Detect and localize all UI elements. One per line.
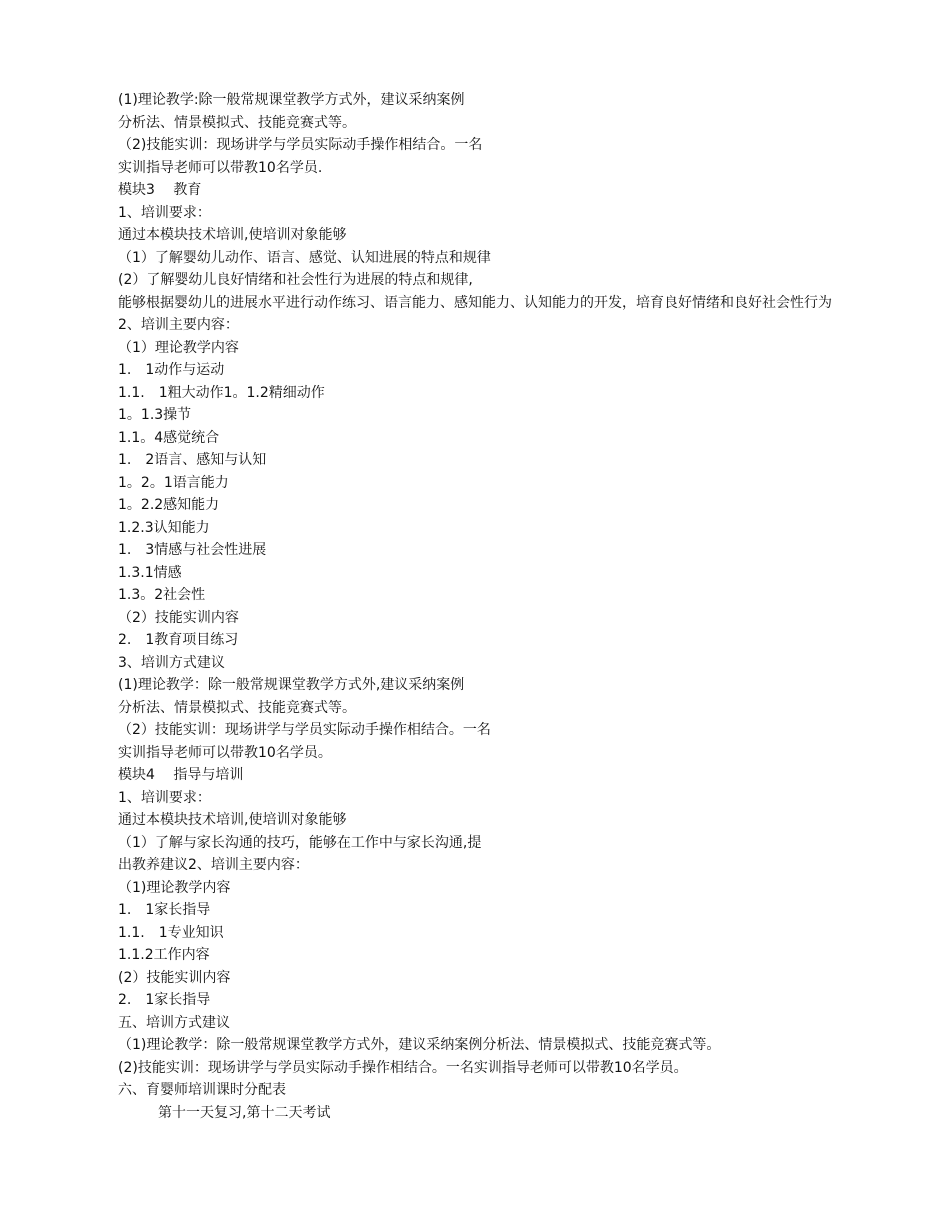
text-line: （1）了解婴幼儿动作、语言、感觉、认知进展的特点和规律 xyxy=(118,249,491,266)
text-line: (2）了解婴幼儿良好情绪和社会性行为进展的特点和规律, xyxy=(118,272,473,288)
text-line: 1.3。2社会性 xyxy=(118,587,206,603)
text-line: (1)理论教学：除一般常规课堂教学方式外,建议采纳案例 xyxy=(118,677,465,693)
section-heading: 六、育婴师培训课时分配表 xyxy=(118,1082,286,1098)
text-line: 2. 1教育项目练习 xyxy=(118,632,239,648)
text-line: 1.1。4感觉统合 xyxy=(118,429,220,446)
text-line: 1.2.3认知能力 xyxy=(118,519,210,536)
text-line: 第十一天复习,第十二天考试 xyxy=(158,1104,331,1121)
text-line: 分析法、情景模拟式、技能竞赛式等。 xyxy=(118,699,356,716)
text-line: 1. 1家长指导 xyxy=(118,902,211,918)
text-line: 3、培训方式建议 xyxy=(118,654,225,671)
text-line: （2)技能实训：现场讲学与学员实际动手操作相结合。一名 xyxy=(118,137,483,153)
text-line: 分析法、情景模拟式、技能竞赛式等。 xyxy=(118,114,356,131)
text-line: （2）技能实训内容 xyxy=(118,609,239,626)
text-line: （1）了解与家长沟通的技巧，能够在工作中与家长沟通,提 xyxy=(118,834,482,851)
text-line: 1. 1动作与运动 xyxy=(118,362,225,378)
text-line: 实训指导老师可以带教10名学员. xyxy=(118,159,323,176)
text-line: 实训指导老师可以带教10名学员。 xyxy=(118,744,332,761)
text-line: 通过本模块技术培训,使培训对象能够 xyxy=(118,812,347,828)
text-line: 1.3.1情感 xyxy=(118,564,182,581)
document-body xyxy=(88,89,868,1124)
section-heading: 模块3 教育 xyxy=(118,182,202,198)
text-line: 出教养建议2、培训主要内容： xyxy=(118,857,309,873)
text-line: 1. 2语言、感知与认知 xyxy=(118,452,267,468)
text-line: (1)理论教学:除一般常规课堂教学方式外，建议采纳案例 xyxy=(118,92,465,108)
text-line: （1）理论教学内容 xyxy=(118,339,239,356)
text-line: 1.1. 1粗大动作1。1.2精细动作 xyxy=(118,384,325,401)
text-line: 1。2。1语言能力 xyxy=(118,474,229,491)
text-line: (2)技能实训：现场讲学与学员实际动手操作相结合。一名实训指导老师可以带教10名学员。 xyxy=(118,1059,688,1076)
text-line: 1. 3情感与社会性进展 xyxy=(118,542,267,558)
text-line: 2. 1家长指导 xyxy=(118,992,211,1008)
text-line: （1)理论教学：除一般常规课堂教学方式外，建议采纳案例分析法、情景模拟式、技能竞赛式等。 xyxy=(118,1037,721,1053)
text-line: 通过本模块技术培训,使培训对象能够 xyxy=(118,227,347,243)
text-line: 1.1.2工作内容 xyxy=(118,947,210,963)
section-heading: 五、培训方式建议 xyxy=(118,1014,230,1031)
text-line: 1.1. 1专业知识 xyxy=(118,924,224,941)
text-line: （1)理论教学内容 xyxy=(118,879,231,896)
text-line: 2、培训主要内容： xyxy=(118,317,239,333)
text-line: 1、培训要求： xyxy=(118,789,211,806)
text-line: 1。2.2感知能力 xyxy=(118,497,220,513)
section-heading: 模块4 指导与培训 xyxy=(118,767,244,783)
text-line: 1。1.3操节 xyxy=(118,407,192,423)
text-line: (2）技能实训内容 xyxy=(118,969,231,986)
text-line: 1、培训要求： xyxy=(118,204,211,221)
text-line: （2）技能实训：现场讲学与学员实际动手操作相结合。一名 xyxy=(118,722,491,738)
text-paragraph: 能够根据婴幼儿的进展水平进行动作练习、语言能力、感知能力、认知能力的开发，培育良好情绪和良好社会性行为 xyxy=(118,294,832,311)
